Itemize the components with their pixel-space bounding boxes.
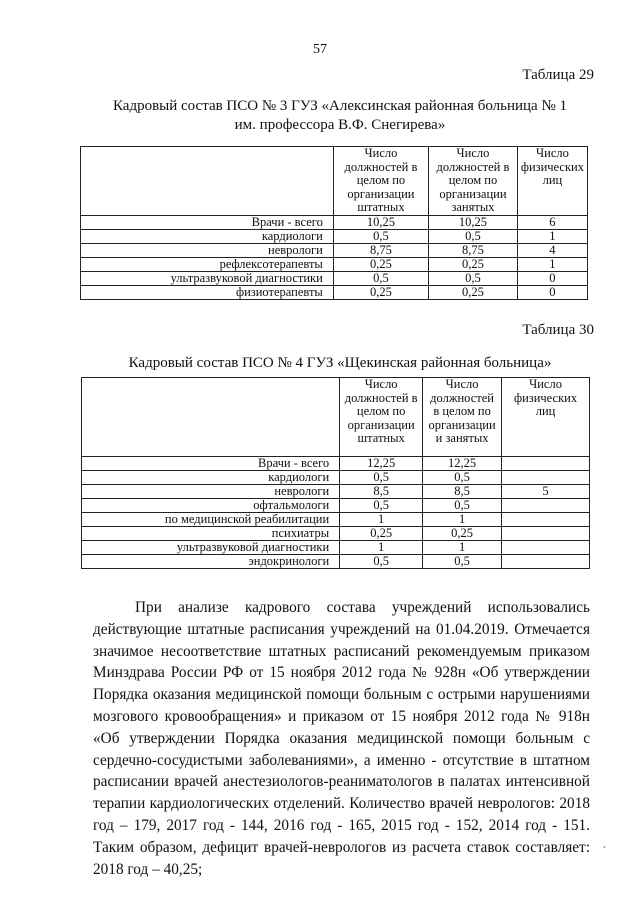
body-paragraph: При анализе кадрового состава учреждений использовались действующие штатные расписания учреждений на 01.04.2019. Отмечается значимое несоответствие штатных расписаний рекомендуемым приказом Минздрава России РФ от 15 ноября 2012 года № 928н «Об утверждении Порядка оказания медицинской помощи больным с острыми нарушениями мозгового кровообращения» и приказом от 15 ноября 2012 года № 918н «Об утверждении Порядка оказания медицинской помощи больным с сердечно-сосудистыми заболеваниями», а именно - отсутствие в штатном расписании врачей анестезиологов-реаниматологов в палатах интенсивной терапии кардиологических отделений. Количество врачей неврологов: 2018 год – 179, 2017 год - 144, 2016 год - 165, 2015 год - 152, 2014 год - 151. Таким образом, дефицит врачей-неврологов из расчета ставок составляет: 2018 год – 40,25; bbox=[93, 599, 590, 878]
table30-cell-staff: 0,25 bbox=[340, 527, 423, 541]
table29-cell-persons: 0 bbox=[517, 285, 587, 299]
table30-cell-staff: 8,5 bbox=[340, 485, 423, 499]
table29-cell-occupied: 8,75 bbox=[429, 243, 518, 257]
table29-cell-occupied: 0,5 bbox=[429, 229, 518, 243]
table30-cell-occupied: 0,5 bbox=[423, 499, 502, 513]
table30-header-row bbox=[82, 378, 590, 457]
table30-cell-name: эндокринологи bbox=[82, 555, 340, 569]
table30-cell-occupied: 0,5 bbox=[423, 471, 502, 485]
table30-cell-name: психиатры bbox=[82, 527, 340, 541]
table30-cell-persons bbox=[502, 499, 590, 513]
table29-header-cell: Число должностей в целом по организации занятых bbox=[429, 147, 518, 216]
table30-cell-name: ультразвуковой диагностики bbox=[82, 541, 340, 555]
table29-cell-name: ультразвуковой диагностики bbox=[81, 271, 334, 285]
table29-cell-name: рефлексотерапевты bbox=[81, 257, 334, 271]
table30-cell-persons bbox=[502, 471, 590, 485]
table29-row bbox=[81, 215, 588, 229]
table30-cell-name: неврологи bbox=[82, 485, 340, 499]
table29-cell-occupied: 0,5 bbox=[429, 271, 518, 285]
table29-header-row bbox=[81, 147, 588, 216]
table29-cell-name: Врачи - всего bbox=[81, 215, 334, 229]
page-number: 57 bbox=[313, 42, 327, 57]
table29-cell-occupied: 0,25 bbox=[429, 285, 518, 299]
table30-cell-staff: 1 bbox=[340, 541, 423, 555]
table30-cell-staff: 0,5 bbox=[340, 555, 423, 569]
table29-cell-name: кардиологи bbox=[81, 229, 334, 243]
table30-cell-persons: 5 bbox=[502, 485, 590, 499]
table29-cell-staff: 8,75 bbox=[333, 243, 428, 257]
table29-title-line1: Кадровый состав ПСО № 3 ГУЗ «Алексинская районная больница № 1 bbox=[112, 98, 568, 114]
table29-cell-persons: 6 bbox=[517, 215, 587, 229]
table29-row bbox=[81, 243, 588, 257]
table30-header-cell: Число должностей в целом по организации и занятых bbox=[423, 378, 502, 457]
table30-row bbox=[82, 541, 590, 555]
table30-cell-name: кардиологи bbox=[82, 471, 340, 485]
table30-cell-occupied: 8,5 bbox=[423, 485, 502, 499]
table29-title-line2: им. профессора В.Ф. Снегирева» bbox=[234, 117, 446, 133]
table29-cell-staff: 10,25 bbox=[333, 215, 428, 229]
table29-header-cell bbox=[81, 147, 334, 216]
table29-row bbox=[81, 285, 588, 299]
table30-cell-staff: 0,5 bbox=[340, 499, 423, 513]
table29-header-cell: Число должностей в целом по организации штатных bbox=[333, 147, 428, 216]
table30-cell-persons bbox=[502, 527, 590, 541]
table29-cell-occupied: 0,25 bbox=[429, 257, 518, 271]
table29-title bbox=[60, 97, 620, 135]
table30-label: Таблица 30 bbox=[522, 322, 594, 338]
table29-cell-name: неврологи bbox=[81, 243, 334, 257]
table29-label: Таблица 29 bbox=[522, 67, 594, 83]
table29-cell-staff: 0,25 bbox=[333, 285, 428, 299]
table29-row bbox=[81, 271, 588, 285]
table29-cell-staff: 0,5 bbox=[333, 271, 428, 285]
table30-cell-occupied: 12,25 bbox=[423, 457, 502, 471]
table29-cell-persons: 0 bbox=[517, 271, 587, 285]
table30-cell-occupied: 0,5 bbox=[423, 555, 502, 569]
table30-row bbox=[82, 499, 590, 513]
page-mark: • bbox=[603, 843, 606, 852]
table30-row bbox=[82, 555, 590, 569]
table29 bbox=[80, 146, 588, 300]
table30-row bbox=[82, 471, 590, 485]
table30-cell-name: офтальмологи bbox=[82, 499, 340, 513]
table30-title: Кадровый состав ПСО № 4 ГУЗ «Щекинская районная больница» bbox=[128, 355, 552, 371]
table30-row bbox=[82, 485, 590, 499]
table30-cell-persons bbox=[502, 555, 590, 569]
table30-header-cell: Число физических лиц bbox=[502, 378, 590, 457]
table30-cell-persons bbox=[502, 513, 590, 527]
table30-cell-name: Врачи - всего bbox=[82, 457, 340, 471]
table30-cell-occupied: 1 bbox=[423, 513, 502, 527]
table30-cell-occupied: 1 bbox=[423, 541, 502, 555]
table30-cell-staff: 12,25 bbox=[340, 457, 423, 471]
table29-row bbox=[81, 257, 588, 271]
table30-cell-staff: 0,5 bbox=[340, 471, 423, 485]
table29-cell-persons: 1 bbox=[517, 257, 587, 271]
table29-cell-persons: 1 bbox=[517, 229, 587, 243]
table29-cell-staff: 0,5 bbox=[333, 229, 428, 243]
table30-cell-occupied: 0,25 bbox=[423, 527, 502, 541]
table30-cell-staff: 1 bbox=[340, 513, 423, 527]
table30-row bbox=[82, 527, 590, 541]
table30-cell-persons bbox=[502, 541, 590, 555]
table30-header-cell bbox=[82, 378, 340, 457]
table29-header-cell: Число физических лиц bbox=[517, 147, 587, 216]
table29-cell-occupied: 10,25 bbox=[429, 215, 518, 229]
table30-cell-name: по медицинской реабилитации bbox=[82, 513, 340, 527]
table29-row bbox=[81, 229, 588, 243]
table30-cell-persons bbox=[502, 457, 590, 471]
table30-row bbox=[82, 457, 590, 471]
table29-cell-name: физиотерапевты bbox=[81, 285, 334, 299]
table30-row bbox=[82, 513, 590, 527]
table30 bbox=[81, 377, 590, 569]
table29-cell-persons: 4 bbox=[517, 243, 587, 257]
table30-header-cell: Число должностей в целом по организации штатных bbox=[340, 378, 423, 457]
table29-cell-staff: 0,25 bbox=[333, 257, 428, 271]
